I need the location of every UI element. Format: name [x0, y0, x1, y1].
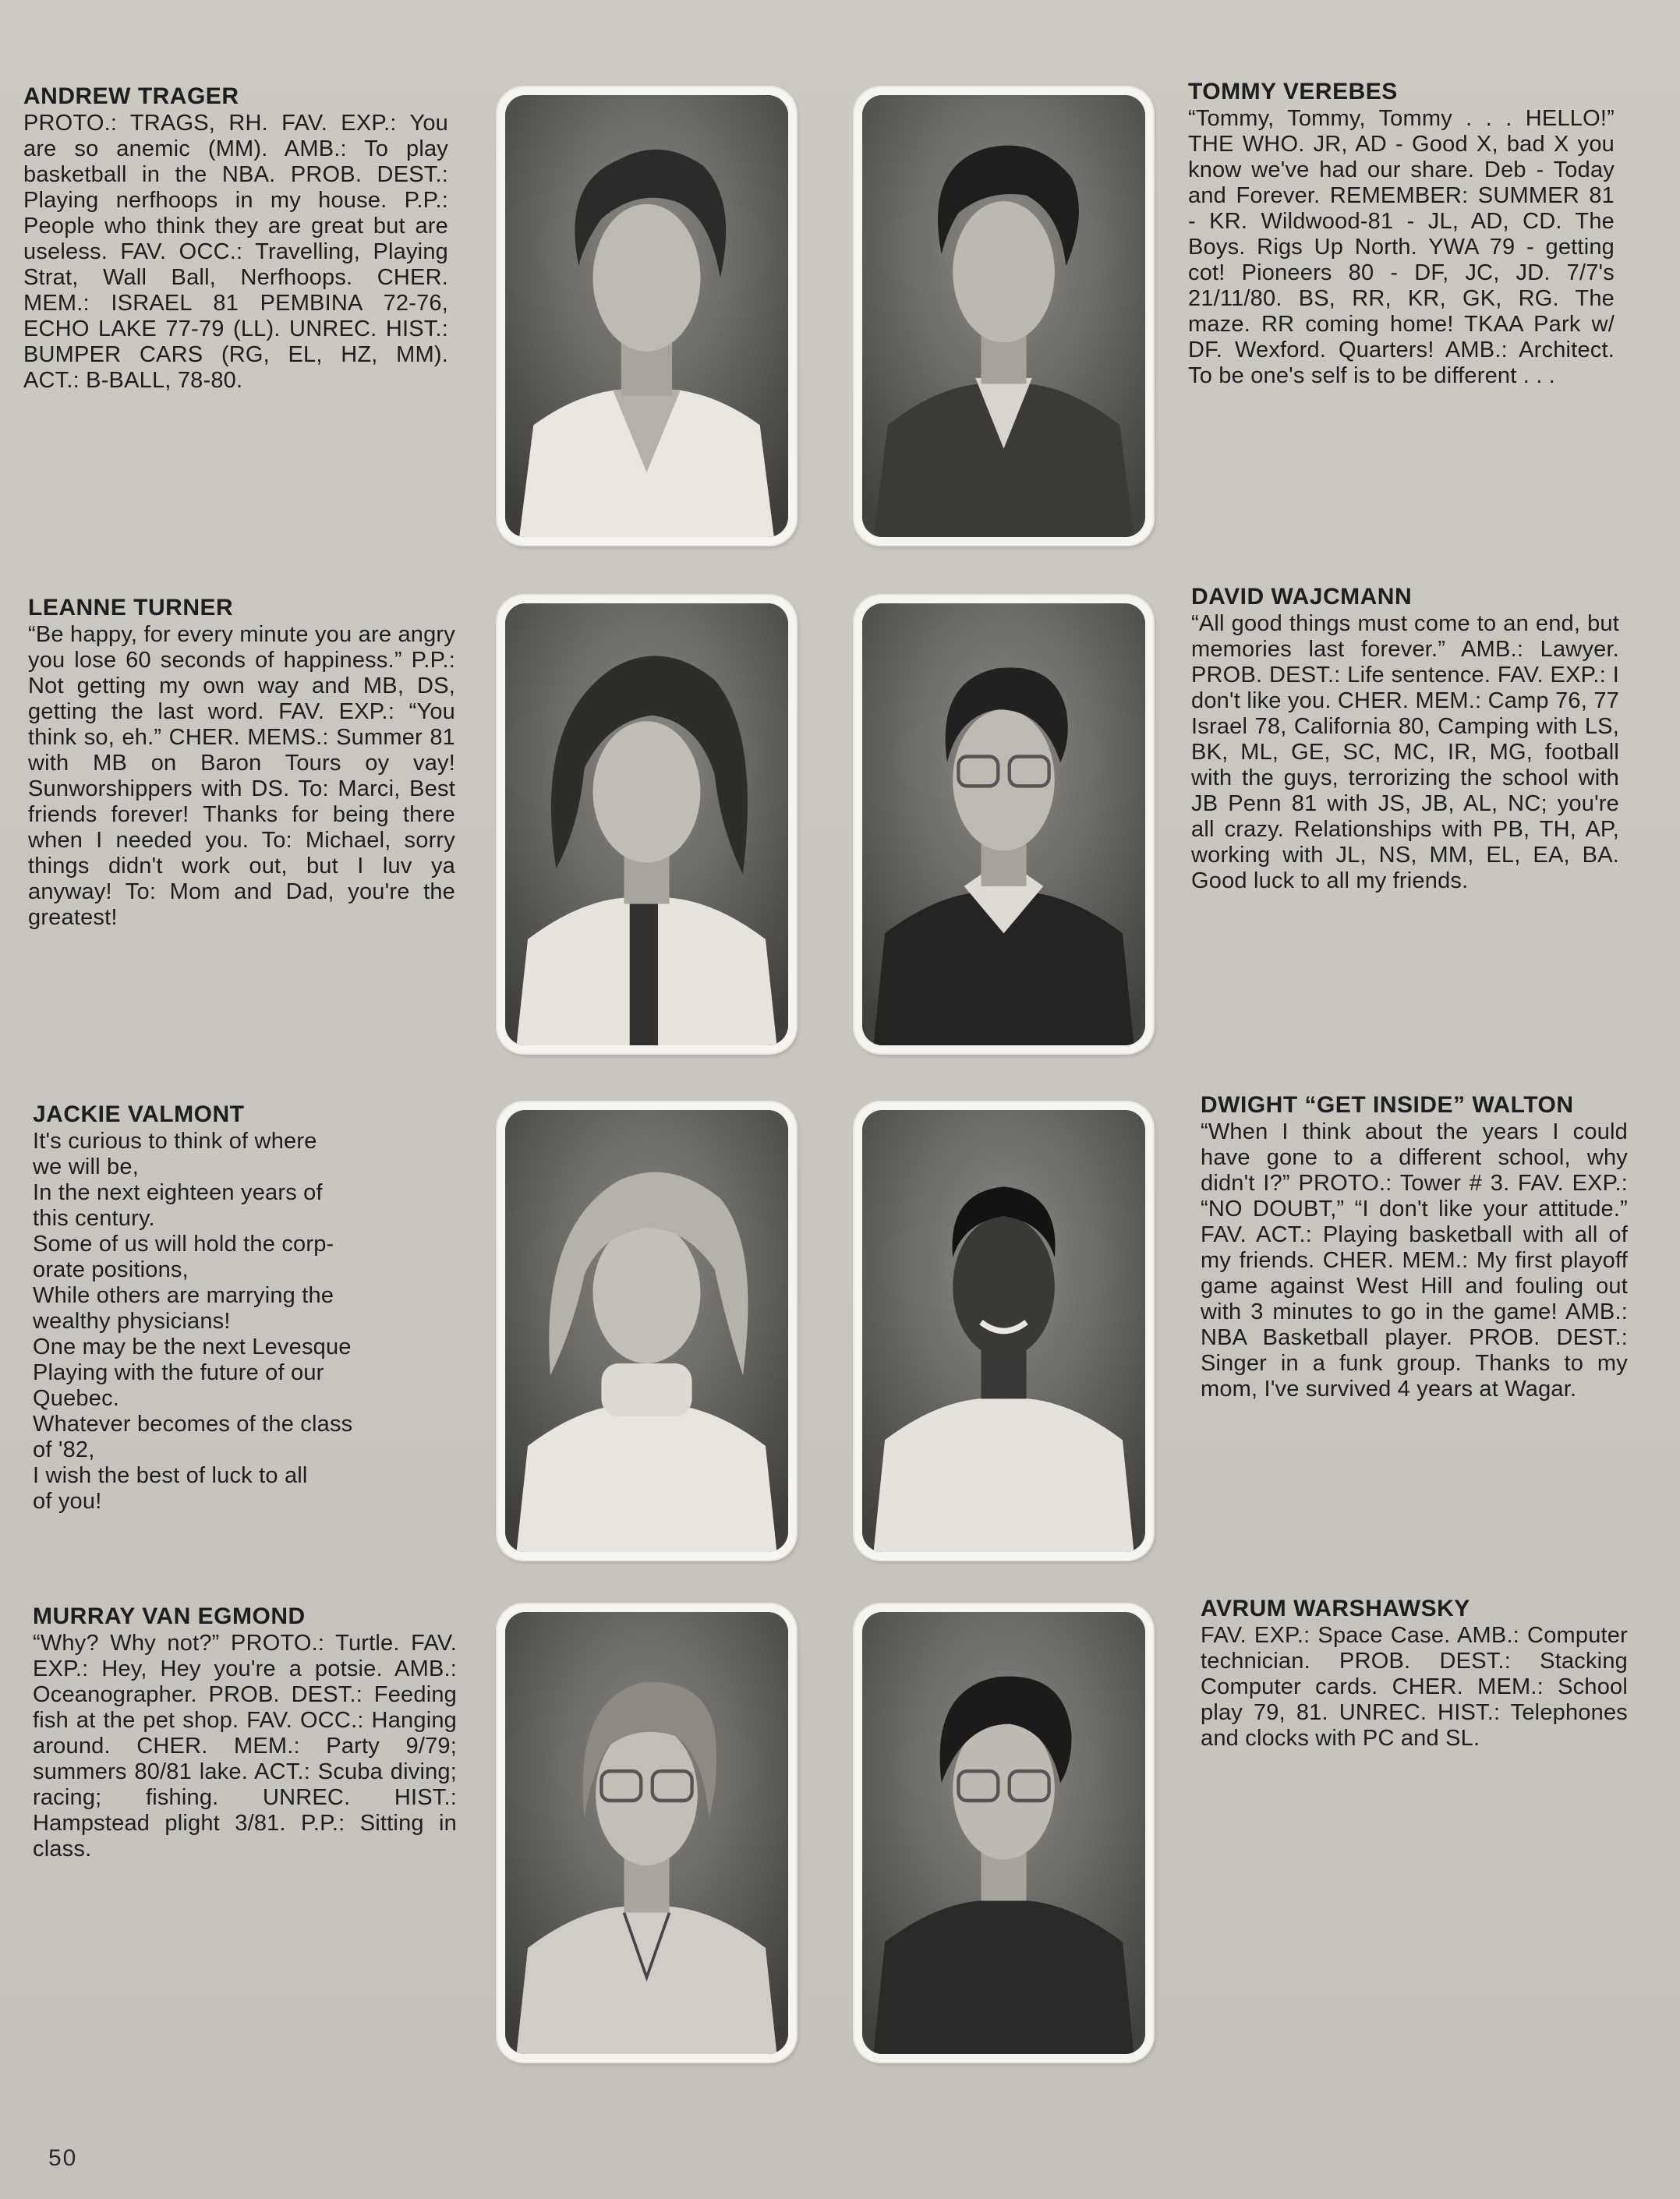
student-name: DAVID WAJCMANN — [1191, 584, 1413, 610]
entry-tommy-verebes — [1188, 78, 1615, 389]
poem-line: One may be the next Levesque — [33, 1335, 352, 1359]
entry-jackie-valmont — [33, 1101, 458, 1515]
poem-line: of you! — [33, 1489, 102, 1514]
poem-line: orate positions, — [33, 1257, 189, 1282]
student-name: MURRAY VAN EGMOND — [33, 1603, 306, 1629]
portrait-image — [505, 1612, 788, 2054]
poem-line: Some of us will hold the corp- — [33, 1232, 334, 1257]
portrait-image — [862, 95, 1145, 537]
student-name: LEANNE TURNER — [28, 595, 234, 620]
entry-leanne-turner — [28, 594, 455, 931]
portrait-leanne-turner — [497, 596, 796, 1053]
student-bio: “Tommy, Tommy, Tommy . . . HELLO!” THE WHO. JR, AD - Good X, bad X you know we've had our share. Deb - Today and Forever. REMEMBER: SUMMER 81 - KR. Wildwood-81 - JL, AD, CD. The Boys. Rigs Up North. YWA 79 - getting cot! Pioneers 80 - DF, JC, JD. 7/7's 21/11/80. BS, RR, KR, GK, RG. The maze. RR coming home! TKAA Park w/ DF. Wexford. Quarters! AMB.: Architect. To be one's self is to be different . . . — [1188, 106, 1615, 388]
entry-avrum-warshawsky — [1201, 1595, 1628, 1752]
poem-line: Whatever becomes of the class — [33, 1412, 353, 1437]
portrait-image — [862, 1110, 1145, 1552]
entry-david-wajcmann — [1191, 583, 1619, 894]
student-bio: PROTO.: TRAGS, RH. FAV. EXP.: You are so anemic (MM). AMB.: To play basketball in the NBA. PROB. DEST.: Playing nerfhoops in my house. P.P.: People who think they are great but are useless. FAV. OCC.: Travelling, Playing Strat, Wall Ball, Nerfhoops. CHER. MEM.: ISRAEL 81 PEMBINA 72-76, ECHO LAKE 77-79 (LL). UNREC. HIST.: BUMPER CARS (RG, EL, HZ, MM). ACT.: B-BALL, 78-80. — [23, 111, 448, 393]
page-number: 50 — [48, 2145, 78, 2171]
poem-line: In the next eighteen years of — [33, 1180, 323, 1205]
portrait-jackie-valmont — [497, 1102, 796, 1560]
student-poem — [33, 1129, 458, 1515]
portrait-andrew-trager — [497, 87, 796, 545]
poem-line: Quebec. — [33, 1386, 120, 1411]
portrait-image — [505, 603, 788, 1045]
student-name: ANDREW TRAGER — [23, 83, 239, 109]
poem-line: I wish the best of luck to all — [33, 1463, 308, 1488]
poem-line: wealthy physicians! — [33, 1309, 231, 1334]
student-bio: “Why? Why not?” PROTO.: Turtle. FAV. EXP.: Hey, Hey you're a potsie. AMB.: Oceanographer. PROB. DEST.: Feeding fish at the pet shop. FAV. OCC.: Hanging around. CHER. MEM.: Party 9/79; summers 80/81 lake. ACT.: Scuba diving; racing; fishing. UNREC. HIST.: Hampstead plight 3/81. P.P.: Sitting in class. — [33, 1631, 457, 1861]
student-name: TOMMY VEREBES — [1188, 79, 1398, 104]
poem-line: of '82, — [33, 1437, 95, 1462]
entry-murray-van-egmond — [33, 1603, 457, 1862]
student-name: DWIGHT “GET INSIDE” WALTON — [1201, 1092, 1574, 1118]
portrait-image — [862, 603, 1145, 1045]
portrait-david-wajcmann — [854, 596, 1153, 1053]
poem-line: While others are marrying the — [33, 1283, 334, 1308]
portrait-image — [862, 1612, 1145, 2054]
poem-line: Playing with the future of our — [33, 1360, 324, 1385]
entry-dwight-walton — [1201, 1091, 1628, 1402]
poem-line: we will be, — [33, 1154, 139, 1179]
student-bio: “All good things must come to an end, but memories last forever.” AMB.: Lawyer. PROB. DEST.: Life sentence. FAV. EXP.: I don't like you. CHER. MEM.: Camp 76, 77 Israel 78, California 80, Camping with LS, BK, ML, GE, SC, MC, IR, MG, football with the guys, terrorizing the school with JB Penn 81 with JS, JB, AL, NC; you're all crazy. Relationships with PB, TH, AP, working with JL, NS, MM, EL, EA, BA. Good luck to all my friends. — [1191, 611, 1619, 893]
portrait-murray-van-egmond — [497, 1604, 796, 2062]
student-name: JACKIE VALMONT — [33, 1101, 245, 1127]
student-bio: “Be happy, for every minute you are angry you lose 60 seconds of happiness.” P.P.: Not getting my own way and MB, DS, getting the last word. FAV. EXP.: “You think so, eh.” CHER. MEMS.: Summer 81 with MB on Baron Tours oy vay! Sunworshippers with DS. To: Marci, Best friends forever! Thanks for being there when I needed you. To: Michael, sorry things didn't work out, but I luv ya anyway! To: Mom and Dad, you're the greatest! — [28, 622, 455, 930]
portrait-image — [505, 1110, 788, 1552]
portrait-avrum-warshawsky — [854, 1604, 1153, 2062]
entry-andrew-trager — [23, 83, 448, 394]
student-bio: “When I think about the years I could have gone to a different school, why didn't I?” PROTO.: Tower # 3. FAV. EXP.: “NO DOUBT,” “I don't like your attitude.” FAV. ACT.: Playing basketball with all of my friends. CHER. MEM.: My first playoff game against West Hill and fouling out with 3 minutes to go in the game! AMB.: NBA Basketball player. PROB. DEST.: Singer in a funk group. Thanks to my mom, I've survived 4 years at Wagar. — [1201, 1119, 1628, 1402]
portrait-image — [505, 95, 788, 537]
poem-line: It's curious to think of where — [33, 1129, 317, 1154]
portrait-dwight-walton — [854, 1102, 1153, 1560]
student-bio: FAV. EXP.: Space Case. AMB.: Computer technician. PROB. DEST.: Stacking Computer cards. CHER. MEM.: School play 79, 81. UNREC. HIST.: Telephones and clocks with PC and SL. — [1201, 1623, 1628, 1751]
poem-line: this century. — [33, 1206, 155, 1231]
portrait-tommy-verebes — [854, 87, 1153, 545]
student-name: AVRUM WARSHAWSKY — [1201, 1596, 1470, 1621]
